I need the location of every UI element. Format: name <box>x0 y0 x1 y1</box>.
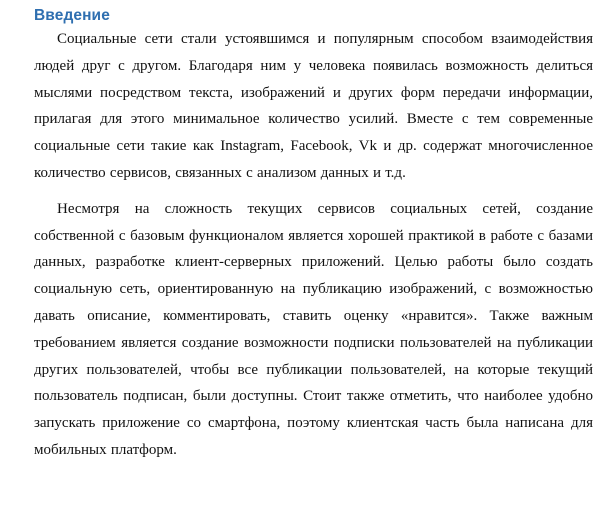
paragraph-1: Социальные сети стали устоявшимся и популярным способом взаимодействия людей друг с другом. Благодаря ним у человека появилась возможность делиться мыслями посредством текста, изображений и других форм передачи информации, прилагая для этого минимальное количество усилий. Вместе с тем современные социальные сети такие как Instagram, Facebook, Vk и др. содержат многочисленное количество сервисов, связанных с анализом данных и т.д. <box>34 31 593 181</box>
paragraph-2: Несмотря на сложность текущих сервисов социальных сетей, создание собственной с базовым функционалом является хорошей практикой в работе с базами данных, разработке клиент-серверных приложений. Целью работы было создать социальную сеть, ориентированную на публикацию изображений, с возможностью давать описание, комментировать, ставить оценку «нравится». Также важным требованием является создание возможности подписки пользователей на публикации других пользователей, чтобы все публикации пользователей, на которые текущий пользователь подписан, были доступны. Стоит также отметить, что наиболее удобно запускать приложение со смартфона, поэтому клиентская часть была написана для мобильных платформ. <box>34 200 593 458</box>
section-heading: Введение <box>34 7 110 24</box>
